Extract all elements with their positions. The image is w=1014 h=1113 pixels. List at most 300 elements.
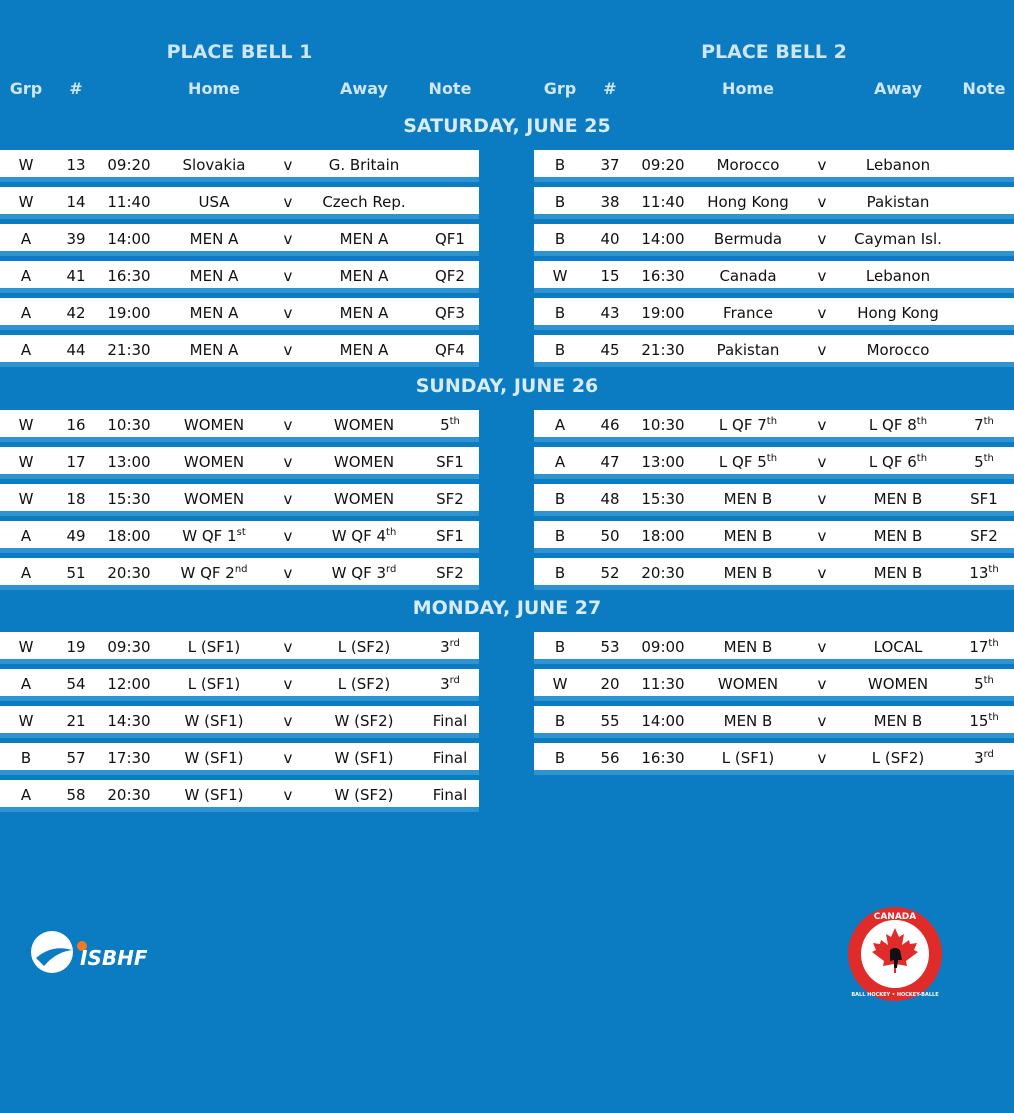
- game-v: [270, 780, 306, 810]
- game-note-text: Final: [432, 712, 468, 730]
- game-home: [692, 410, 804, 440]
- game-note: [956, 706, 1012, 736]
- game-time: [634, 298, 692, 328]
- game-row: [534, 298, 1014, 330]
- game-grp: [534, 187, 586, 217]
- game-grp-text: A: [554, 416, 566, 434]
- game-v-text: v: [817, 267, 827, 285]
- game-row: [534, 261, 1014, 293]
- game-grp: [534, 298, 586, 328]
- game-away-text: MEN B: [873, 490, 923, 508]
- game-grp: [0, 447, 52, 477]
- day-heading: SUNDAY, JUNE 26: [415, 375, 599, 397]
- game-num-text: 42: [66, 304, 86, 322]
- game-num: [52, 558, 100, 588]
- game-note-suffix: rd: [449, 675, 460, 686]
- game-v: [804, 706, 840, 736]
- game-time: [634, 484, 692, 514]
- game-grp-text: B: [554, 527, 566, 545]
- game-note-suffix: th: [983, 416, 994, 427]
- game-time-text: 14:00: [641, 230, 685, 248]
- game-num-text: 38: [600, 193, 620, 211]
- game-time: [634, 558, 692, 588]
- game-grp-text: A: [20, 564, 32, 582]
- game-home-suffix: nd: [234, 564, 248, 575]
- game-home-text: L (SF1): [721, 749, 775, 767]
- game-time-text: 21:30: [107, 341, 151, 359]
- game-note-text: SF1: [436, 453, 464, 471]
- game-row: [534, 669, 1014, 701]
- game-time-text: 18:00: [641, 527, 685, 545]
- game-note: [422, 410, 478, 440]
- game-time: [100, 632, 158, 662]
- game-away-text: MEN B: [873, 527, 923, 545]
- game-home-text: Pakistan: [716, 341, 780, 359]
- game-home: [692, 224, 804, 254]
- game-row: [0, 780, 479, 812]
- game-num-text: 20: [600, 675, 620, 693]
- game-home: [692, 632, 804, 662]
- game-home-text: France: [723, 304, 773, 322]
- game-v-text: v: [283, 416, 293, 434]
- game-v-text: v: [817, 416, 827, 434]
- game-home: [692, 150, 804, 180]
- game-num: [52, 669, 100, 699]
- game-away: [306, 743, 422, 773]
- game-note-text: SF2: [436, 490, 464, 508]
- game-note-text: 3: [440, 638, 450, 656]
- game-note: [956, 743, 1012, 773]
- game-v-text: v: [283, 786, 293, 804]
- game-away-text: L QF 8: [868, 416, 917, 434]
- game-note: [956, 261, 1012, 291]
- game-row: [0, 558, 479, 590]
- game-v-text: v: [817, 230, 827, 248]
- game-note: [956, 521, 1012, 551]
- game-num: [586, 447, 634, 477]
- game-num-text: 17: [66, 453, 86, 471]
- game-v: [804, 447, 840, 477]
- game-v-text: v: [283, 527, 293, 545]
- game-home-text: W QF 1: [182, 527, 237, 545]
- game-note: [422, 484, 478, 514]
- game-home: [158, 669, 270, 699]
- game-home-text: MEN A: [189, 341, 239, 359]
- game-note-text: QF1: [435, 230, 465, 248]
- game-home-text: Canada: [719, 267, 777, 285]
- game-num-text: 37: [600, 156, 620, 174]
- game-away-suffix: rd: [386, 564, 397, 575]
- game-v: [804, 558, 840, 588]
- game-num-text: 47: [600, 453, 620, 471]
- game-away-text: W QF 4: [331, 527, 387, 545]
- game-num-text: 16: [66, 416, 86, 434]
- game-time: [634, 187, 692, 217]
- game-away: [306, 224, 422, 254]
- game-row: [0, 187, 479, 219]
- game-away-text: L (SF2): [337, 675, 391, 693]
- game-num: [52, 632, 100, 662]
- game-num-text: 21: [66, 712, 86, 730]
- game-grp: [0, 484, 52, 514]
- game-row: [0, 224, 479, 256]
- game-num-text: 56: [600, 749, 620, 767]
- game-note: [956, 410, 1012, 440]
- game-home-text: MEN A: [189, 304, 239, 322]
- game-v-text: v: [283, 453, 293, 471]
- game-away: [306, 335, 422, 365]
- game-num: [52, 780, 100, 810]
- game-v: [804, 669, 840, 699]
- game-grp-text: W: [552, 267, 568, 285]
- game-v-text: v: [817, 564, 827, 582]
- game-grp: [0, 187, 52, 217]
- game-note-suffix: th: [988, 638, 999, 649]
- game-away: [840, 484, 956, 514]
- game-away: [306, 261, 422, 291]
- game-grp: [534, 706, 586, 736]
- column-header-left-0: Grp: [9, 79, 43, 98]
- column-header-right-4: Note: [962, 79, 1006, 98]
- game-note: [422, 558, 478, 588]
- game-away: [306, 558, 422, 588]
- game-time: [100, 150, 158, 180]
- game-time-text: 20:30: [107, 786, 151, 804]
- game-grp: [0, 743, 52, 773]
- game-time-text: 11:40: [107, 193, 151, 211]
- game-note-text: 17: [969, 638, 989, 656]
- game-home: [158, 410, 270, 440]
- game-num: [586, 669, 634, 699]
- game-row: [534, 484, 1014, 516]
- game-away-text: MEN A: [339, 230, 389, 248]
- game-v-text: v: [817, 156, 827, 174]
- game-home: [692, 558, 804, 588]
- game-row: [0, 669, 479, 701]
- game-away-text: Lebanon: [865, 267, 931, 285]
- game-note: [422, 632, 478, 662]
- game-grp-text: W: [18, 712, 34, 730]
- game-note: [956, 224, 1012, 254]
- game-time: [100, 706, 158, 736]
- game-time: [634, 447, 692, 477]
- game-time-text: 10:30: [107, 416, 151, 434]
- game-time-text: 19:00: [641, 304, 685, 322]
- game-v: [804, 150, 840, 180]
- game-grp: [534, 224, 586, 254]
- game-grp-text: W: [18, 453, 34, 471]
- game-num: [586, 150, 634, 180]
- game-num: [52, 335, 100, 365]
- game-home: [692, 669, 804, 699]
- game-home-text: MEN B: [723, 527, 773, 545]
- game-time: [634, 521, 692, 551]
- game-home-text: MEN A: [189, 267, 239, 285]
- game-grp-text: B: [554, 230, 566, 248]
- game-row: [0, 521, 479, 553]
- game-time-text: 09:30: [107, 638, 151, 656]
- game-home-suffix: st: [236, 527, 246, 538]
- game-home-text: W QF 2: [180, 564, 235, 582]
- venue-title-left: PLACE BELL 1: [166, 41, 313, 63]
- game-away-text: L QF 6: [868, 453, 917, 471]
- game-away-text: G. Britain: [328, 156, 400, 174]
- game-note-text: QF4: [435, 341, 465, 359]
- game-grp-text: A: [20, 786, 32, 804]
- game-v-text: v: [283, 341, 293, 359]
- game-away: [306, 669, 422, 699]
- game-grp: [534, 558, 586, 588]
- game-home: [692, 261, 804, 291]
- game-away-text: WOMEN: [333, 490, 395, 508]
- game-grp-text: B: [554, 156, 566, 174]
- game-time-text: 15:30: [107, 490, 151, 508]
- game-time: [100, 484, 158, 514]
- game-note: [422, 780, 478, 810]
- game-away-text: MEN A: [339, 304, 389, 322]
- game-v-text: v: [283, 267, 293, 285]
- game-row: [534, 150, 1014, 182]
- game-grp-text: W: [18, 416, 34, 434]
- game-time: [100, 410, 158, 440]
- game-away: [306, 150, 422, 180]
- game-away: [306, 298, 422, 328]
- game-v-text: v: [283, 749, 293, 767]
- game-home-text: MEN B: [723, 712, 773, 730]
- game-grp-text: W: [552, 675, 568, 693]
- game-num-text: 58: [66, 786, 86, 804]
- game-grp-text: B: [554, 304, 566, 322]
- game-num: [586, 335, 634, 365]
- game-away-text: W (SF2): [334, 786, 394, 804]
- game-away-text: Morocco: [866, 341, 930, 359]
- game-v-text: v: [283, 156, 293, 174]
- game-v-text: v: [283, 230, 293, 248]
- game-time-text: 21:30: [641, 341, 685, 359]
- game-num: [586, 261, 634, 291]
- column-header-left-1: #: [69, 79, 83, 98]
- game-time: [100, 335, 158, 365]
- game-home-text: L QF 7: [718, 416, 767, 434]
- game-away-text: MEN B: [873, 564, 923, 582]
- game-num: [586, 706, 634, 736]
- game-num-text: 54: [66, 675, 86, 693]
- game-away: [840, 187, 956, 217]
- game-note: [422, 743, 478, 773]
- game-time: [100, 447, 158, 477]
- game-home-text: Slovakia: [182, 156, 246, 174]
- game-v: [804, 484, 840, 514]
- game-note-text: 5: [974, 453, 984, 471]
- game-note: [422, 669, 478, 699]
- game-num-text: 18: [66, 490, 86, 508]
- game-time-text: 16:30: [641, 749, 685, 767]
- game-away: [840, 224, 956, 254]
- game-away: [306, 706, 422, 736]
- game-v: [804, 187, 840, 217]
- game-v: [804, 410, 840, 440]
- game-home: [158, 743, 270, 773]
- game-row: [534, 447, 1014, 479]
- game-row: [534, 743, 1014, 775]
- game-away-text: LOCAL: [873, 638, 923, 656]
- game-v-text: v: [283, 638, 293, 656]
- game-home: [692, 706, 804, 736]
- game-row: [0, 706, 479, 738]
- isbhf-logo-text: ISBHF: [80, 946, 148, 970]
- game-num-text: 45: [600, 341, 620, 359]
- game-away-text: W (SF1): [334, 749, 394, 767]
- game-note-suffix: th: [988, 564, 999, 575]
- game-v-text: v: [817, 527, 827, 545]
- game-grp: [0, 410, 52, 440]
- game-home: [158, 187, 270, 217]
- game-time: [100, 558, 158, 588]
- game-note: [422, 706, 478, 736]
- game-note: [422, 447, 478, 477]
- game-num-text: 15: [600, 267, 620, 285]
- game-grp: [534, 447, 586, 477]
- game-note-text: Final: [432, 749, 468, 767]
- game-v-text: v: [283, 675, 293, 693]
- game-away-text: Lebanon: [865, 156, 931, 174]
- game-home-text: L (SF1): [187, 638, 241, 656]
- game-time: [634, 706, 692, 736]
- canada-logo-bottom-text: BALL HOCKEY • HOCKEY-BALLE: [851, 992, 939, 998]
- game-grp: [0, 558, 52, 588]
- game-away: [840, 150, 956, 180]
- game-time-text: 19:00: [107, 304, 151, 322]
- game-home: [692, 447, 804, 477]
- game-grp-text: A: [20, 304, 32, 322]
- column-header-right-1: #: [603, 79, 617, 98]
- game-grp: [0, 335, 52, 365]
- game-note-text: QF3: [435, 304, 465, 322]
- game-v: [270, 261, 306, 291]
- game-row: [0, 410, 479, 442]
- game-note: [422, 224, 478, 254]
- game-away: [306, 410, 422, 440]
- game-away: [840, 669, 956, 699]
- game-note-text: 5: [974, 675, 984, 693]
- day-heading: MONDAY, JUNE 27: [412, 597, 602, 619]
- game-num-text: 14: [66, 193, 86, 211]
- game-time-text: 12:00: [107, 675, 151, 693]
- game-away: [840, 521, 956, 551]
- game-away: [840, 335, 956, 365]
- game-grp-text: W: [18, 156, 34, 174]
- game-time-text: 13:00: [107, 453, 151, 471]
- column-header-right-0: Grp: [543, 79, 577, 98]
- game-num: [586, 558, 634, 588]
- game-v-text: v: [283, 564, 293, 582]
- game-time: [634, 261, 692, 291]
- game-note: [422, 298, 478, 328]
- game-note-suffix: th: [983, 675, 994, 686]
- game-time-text: 14:30: [107, 712, 151, 730]
- game-away: [840, 706, 956, 736]
- game-v: [270, 150, 306, 180]
- game-grp: [534, 261, 586, 291]
- game-grp-text: A: [20, 675, 32, 693]
- game-num: [586, 484, 634, 514]
- game-v: [804, 521, 840, 551]
- game-time: [634, 335, 692, 365]
- game-row: [0, 335, 479, 367]
- game-time-text: 14:00: [641, 712, 685, 730]
- game-grp: [534, 484, 586, 514]
- game-v-text: v: [283, 193, 293, 211]
- game-note: [956, 335, 1012, 365]
- game-grp-text: W: [18, 638, 34, 656]
- game-v: [270, 410, 306, 440]
- game-grp-text: B: [554, 341, 566, 359]
- game-home-text: MEN B: [723, 564, 773, 582]
- game-num: [52, 521, 100, 551]
- game-time: [100, 669, 158, 699]
- game-num: [52, 150, 100, 180]
- game-note-text: 13: [969, 564, 989, 582]
- game-note: [956, 484, 1012, 514]
- game-home: [158, 224, 270, 254]
- game-num-text: 53: [600, 638, 620, 656]
- game-note: [422, 187, 478, 217]
- game-grp-text: A: [20, 230, 32, 248]
- game-v-text: v: [817, 490, 827, 508]
- game-num-text: 19: [66, 638, 86, 656]
- game-v: [804, 298, 840, 328]
- game-grp: [534, 521, 586, 551]
- game-away-text: Czech Rep.: [322, 193, 406, 211]
- game-note: [956, 558, 1012, 588]
- game-num-text: 39: [66, 230, 86, 248]
- game-note-text: 5: [440, 416, 450, 434]
- game-away: [306, 187, 422, 217]
- game-v-text: v: [817, 304, 827, 322]
- game-v: [270, 743, 306, 773]
- game-home: [158, 298, 270, 328]
- game-home-text: W (SF1): [184, 786, 244, 804]
- game-note-text: 7: [974, 416, 984, 434]
- game-time: [100, 261, 158, 291]
- game-v-text: v: [817, 453, 827, 471]
- game-away: [840, 743, 956, 773]
- game-row: [534, 410, 1014, 442]
- game-home-text: WOMEN: [183, 416, 245, 434]
- game-row: [534, 224, 1014, 256]
- game-time: [634, 410, 692, 440]
- game-v: [270, 447, 306, 477]
- game-time-text: 15:30: [641, 490, 685, 508]
- game-v-text: v: [817, 341, 827, 359]
- game-home-text: W (SF1): [184, 749, 244, 767]
- game-away-text: WOMEN: [333, 416, 395, 434]
- game-grp-text: A: [20, 267, 32, 285]
- game-grp-text: A: [20, 527, 32, 545]
- game-v: [270, 335, 306, 365]
- game-time-text: 09:20: [107, 156, 151, 174]
- game-grp: [534, 669, 586, 699]
- game-row: [0, 150, 479, 182]
- game-note: [956, 669, 1012, 699]
- venue-title-right: PLACE BELL 2: [701, 41, 847, 63]
- game-grp: [534, 410, 586, 440]
- game-grp: [534, 335, 586, 365]
- game-time: [634, 743, 692, 773]
- game-v: [270, 632, 306, 662]
- game-v: [270, 187, 306, 217]
- game-note-suffix: rd: [449, 638, 460, 649]
